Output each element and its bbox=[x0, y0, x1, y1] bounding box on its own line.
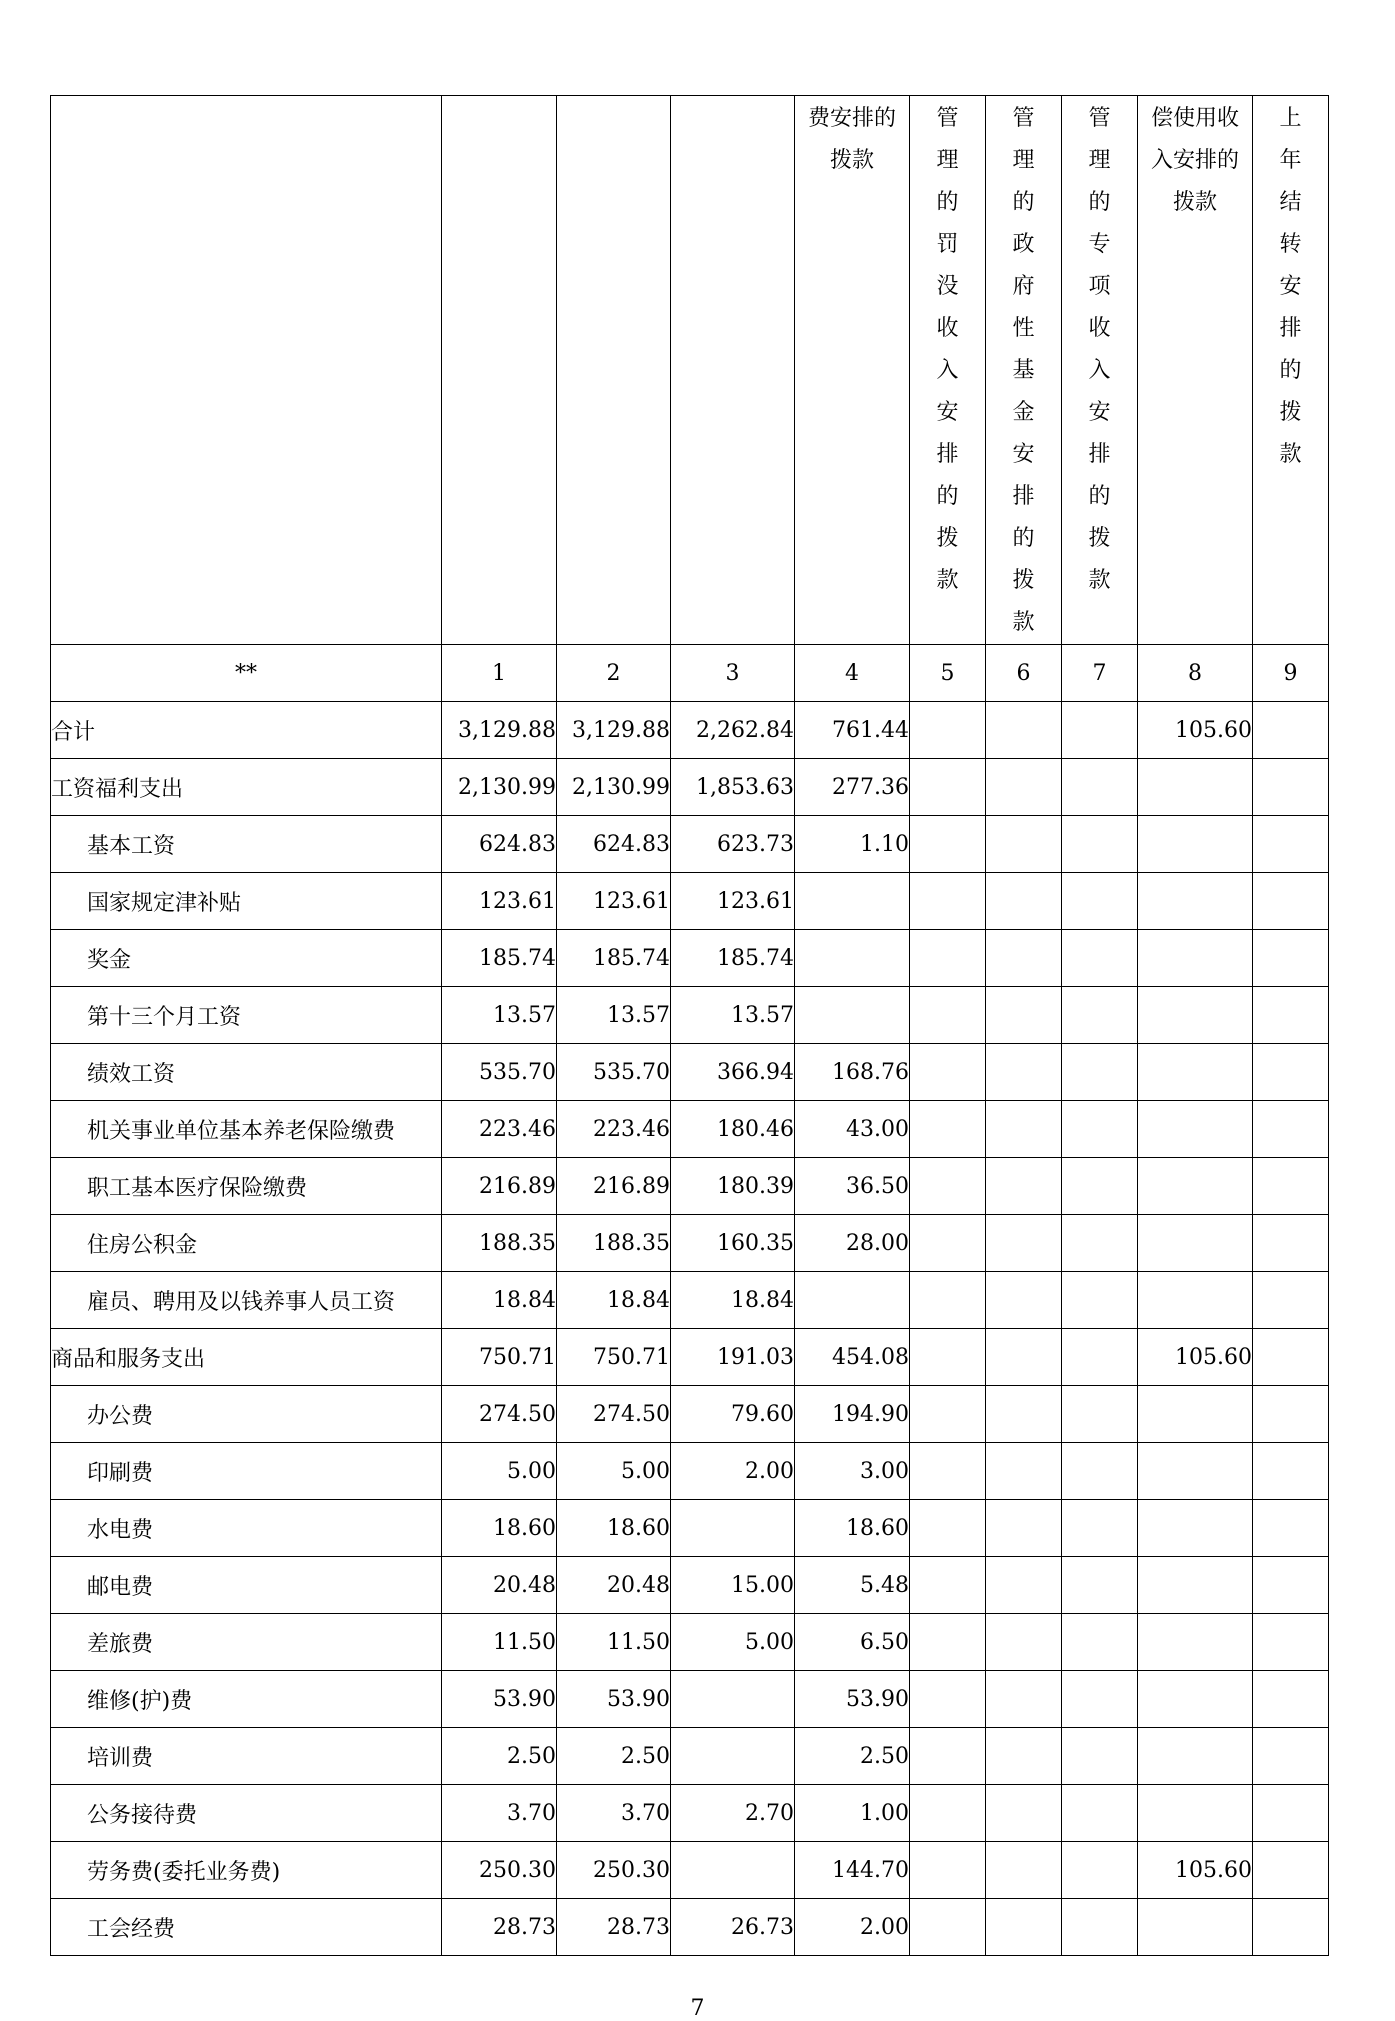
table-cell: 2.00 bbox=[671, 1443, 795, 1500]
column-index-row bbox=[51, 645, 1329, 702]
table-cell: 168.76 bbox=[795, 1044, 910, 1101]
table-cell: 2.70 bbox=[671, 1785, 795, 1842]
table-cell: 6.50 bbox=[795, 1614, 910, 1671]
page-number: 7 bbox=[690, 1996, 705, 2021]
table-cell bbox=[1253, 1785, 1329, 1842]
table-cell: 5.48 bbox=[795, 1557, 910, 1614]
table-cell bbox=[1062, 1728, 1138, 1785]
table-cell bbox=[1062, 1842, 1138, 1899]
table-cell: 18.60 bbox=[557, 1500, 671, 1557]
row-label: 水电费 bbox=[51, 1500, 442, 1557]
table-row bbox=[51, 759, 1329, 816]
table-cell: 185.74 bbox=[671, 930, 795, 987]
table-cell bbox=[1138, 816, 1253, 873]
table-row bbox=[51, 1614, 1329, 1671]
table-cell bbox=[910, 1272, 986, 1329]
header-cell bbox=[986, 96, 1062, 645]
table-cell bbox=[795, 1272, 910, 1329]
table-cell bbox=[1253, 1671, 1329, 1728]
table-cell: 750.71 bbox=[442, 1329, 557, 1386]
table-row bbox=[51, 1272, 1329, 1329]
index-cell: 6 bbox=[986, 645, 1062, 702]
table-cell bbox=[1138, 759, 1253, 816]
table-cell bbox=[986, 987, 1062, 1044]
table-cell: 624.83 bbox=[442, 816, 557, 873]
table-cell: 105.60 bbox=[1138, 702, 1253, 759]
table-cell bbox=[1138, 1158, 1253, 1215]
table-cell bbox=[986, 1272, 1062, 1329]
header-cell bbox=[795, 96, 910, 645]
table-cell: 3,129.88 bbox=[442, 702, 557, 759]
index-cell: 2 bbox=[557, 645, 671, 702]
table-cell bbox=[910, 1728, 986, 1785]
header-cell bbox=[671, 96, 795, 645]
table-cell bbox=[1138, 1386, 1253, 1443]
table-cell: 123.61 bbox=[557, 873, 671, 930]
row-label: 劳务费(委托业务费) bbox=[51, 1842, 442, 1899]
table-row bbox=[51, 816, 1329, 873]
table-cell: 1.00 bbox=[795, 1785, 910, 1842]
table-cell bbox=[910, 1044, 986, 1101]
table-cell bbox=[1138, 1671, 1253, 1728]
table-cell bbox=[1253, 1842, 1329, 1899]
table-cell: 454.08 bbox=[795, 1329, 910, 1386]
table-cell: 274.50 bbox=[557, 1386, 671, 1443]
table-cell: 28.73 bbox=[442, 1899, 557, 1956]
table-cell: 53.90 bbox=[795, 1671, 910, 1728]
table-cell: 5.00 bbox=[557, 1443, 671, 1500]
table-cell: 623.73 bbox=[671, 816, 795, 873]
table-cell bbox=[910, 1671, 986, 1728]
table-cell bbox=[910, 1329, 986, 1386]
index-cell: 9 bbox=[1253, 645, 1329, 702]
row-label: 机关事业单位基本养老保险缴费 bbox=[51, 1101, 442, 1158]
table-cell: 105.60 bbox=[1138, 1842, 1253, 1899]
table-cell bbox=[1138, 1557, 1253, 1614]
row-label: 国家规定津补贴 bbox=[51, 873, 442, 930]
table-cell bbox=[910, 759, 986, 816]
table-row bbox=[51, 1443, 1329, 1500]
table-cell bbox=[986, 1557, 1062, 1614]
table-row bbox=[51, 1500, 1329, 1557]
table-cell: 105.60 bbox=[1138, 1329, 1253, 1386]
table-cell bbox=[986, 1842, 1062, 1899]
table-cell: 2.50 bbox=[442, 1728, 557, 1785]
table-cell bbox=[910, 816, 986, 873]
table-cell: 36.50 bbox=[795, 1158, 910, 1215]
table-cell bbox=[1138, 873, 1253, 930]
table-cell bbox=[910, 1443, 986, 1500]
table-cell bbox=[1253, 1614, 1329, 1671]
table-cell bbox=[1253, 1101, 1329, 1158]
table-cell bbox=[1138, 1443, 1253, 1500]
row-label: 培训费 bbox=[51, 1728, 442, 1785]
table-cell bbox=[1253, 1044, 1329, 1101]
header-cell bbox=[557, 96, 671, 645]
table-cell bbox=[1062, 1785, 1138, 1842]
table-cell: 223.46 bbox=[557, 1101, 671, 1158]
table-cell: 188.35 bbox=[442, 1215, 557, 1272]
table-cell bbox=[1062, 1158, 1138, 1215]
table-cell bbox=[671, 1842, 795, 1899]
table-cell bbox=[1062, 1215, 1138, 1272]
table-cell bbox=[1062, 1614, 1138, 1671]
table-cell: 20.48 bbox=[557, 1557, 671, 1614]
table-cell: 535.70 bbox=[557, 1044, 671, 1101]
table-cell: 185.74 bbox=[442, 930, 557, 987]
table-row bbox=[51, 1728, 1329, 1785]
table-cell: 2.50 bbox=[557, 1728, 671, 1785]
table-cell bbox=[986, 1614, 1062, 1671]
header-col9-label: 上年结转安排的拨款 bbox=[1279, 106, 1302, 467]
table-cell bbox=[1138, 1101, 1253, 1158]
row-label: 住房公积金 bbox=[51, 1215, 442, 1272]
row-label: 商品和服务支出 bbox=[51, 1329, 442, 1386]
table-cell bbox=[910, 1842, 986, 1899]
header-cell bbox=[1138, 96, 1253, 645]
table-cell bbox=[1062, 873, 1138, 930]
table-cell: 1.10 bbox=[795, 816, 910, 873]
table-cell: 11.50 bbox=[442, 1614, 557, 1671]
table-cell: 3.00 bbox=[795, 1443, 910, 1500]
table-cell: 185.74 bbox=[557, 930, 671, 987]
header-cell bbox=[51, 96, 442, 645]
table-cell bbox=[1062, 759, 1138, 816]
table-cell: 250.30 bbox=[557, 1842, 671, 1899]
table-cell: 18.60 bbox=[442, 1500, 557, 1557]
table-cell: 3,129.88 bbox=[557, 702, 671, 759]
table-cell bbox=[986, 1728, 1062, 1785]
table-cell bbox=[1062, 1044, 1138, 1101]
index-cell: 4 bbox=[795, 645, 910, 702]
table-cell bbox=[910, 1101, 986, 1158]
table-cell: 28.73 bbox=[557, 1899, 671, 1956]
table-cell bbox=[795, 987, 910, 1044]
table-row bbox=[51, 1899, 1329, 1956]
row-label: 印刷费 bbox=[51, 1443, 442, 1500]
table-cell: 5.00 bbox=[671, 1614, 795, 1671]
table-cell bbox=[986, 1500, 1062, 1557]
table-row bbox=[51, 1044, 1329, 1101]
table-cell bbox=[1138, 1614, 1253, 1671]
table-cell bbox=[795, 930, 910, 987]
row-label: 维修(护)费 bbox=[51, 1671, 442, 1728]
header-cell bbox=[1062, 96, 1138, 645]
table-cell bbox=[1138, 1044, 1253, 1101]
table-cell bbox=[910, 702, 986, 759]
table-cell: 43.00 bbox=[795, 1101, 910, 1158]
table-cell bbox=[986, 1386, 1062, 1443]
table-cell bbox=[1253, 1386, 1329, 1443]
table-cell bbox=[1253, 1557, 1329, 1614]
row-label: 公务接待费 bbox=[51, 1785, 442, 1842]
row-label: 绩效工资 bbox=[51, 1044, 442, 1101]
index-cell: 3 bbox=[671, 645, 795, 702]
header-row bbox=[51, 96, 1329, 645]
table-cell bbox=[1253, 873, 1329, 930]
budget-table bbox=[50, 95, 1329, 1956]
table-cell bbox=[1253, 1899, 1329, 1956]
table-cell bbox=[910, 1158, 986, 1215]
table-cell: 761.44 bbox=[795, 702, 910, 759]
table-cell: 216.89 bbox=[442, 1158, 557, 1215]
index-cell: 8 bbox=[1138, 645, 1253, 702]
table-cell bbox=[1138, 1899, 1253, 1956]
table-row bbox=[51, 1215, 1329, 1272]
index-cell: 5 bbox=[910, 645, 986, 702]
row-label: 邮电费 bbox=[51, 1557, 442, 1614]
table-cell bbox=[1253, 930, 1329, 987]
table-cell bbox=[671, 1728, 795, 1785]
table-row bbox=[51, 1785, 1329, 1842]
table-cell bbox=[671, 1671, 795, 1728]
table-cell: 79.60 bbox=[671, 1386, 795, 1443]
table-cell bbox=[986, 1215, 1062, 1272]
table-cell bbox=[1253, 1500, 1329, 1557]
table-row bbox=[51, 702, 1329, 759]
table-row bbox=[51, 873, 1329, 930]
table-cell: 18.84 bbox=[557, 1272, 671, 1329]
table-cell: 53.90 bbox=[557, 1671, 671, 1728]
table-cell bbox=[986, 930, 1062, 987]
table-cell bbox=[1062, 987, 1138, 1044]
table-cell bbox=[986, 759, 1062, 816]
table-cell bbox=[1138, 1500, 1253, 1557]
table-body bbox=[51, 702, 1329, 1956]
table-cell bbox=[986, 702, 1062, 759]
table-cell bbox=[1062, 1101, 1138, 1158]
index-cell: ** bbox=[51, 645, 442, 702]
table-cell bbox=[1253, 1728, 1329, 1785]
table-cell: 1,853.63 bbox=[671, 759, 795, 816]
table-cell: 53.90 bbox=[442, 1671, 557, 1728]
table-cell: 2,130.99 bbox=[557, 759, 671, 816]
table-cell: 191.03 bbox=[671, 1329, 795, 1386]
table-cell bbox=[986, 1329, 1062, 1386]
table-row bbox=[51, 1557, 1329, 1614]
row-label: 办公费 bbox=[51, 1386, 442, 1443]
table-cell bbox=[1253, 759, 1329, 816]
table-cell bbox=[1253, 1158, 1329, 1215]
table-cell bbox=[1253, 702, 1329, 759]
table-cell bbox=[1138, 1272, 1253, 1329]
table-row bbox=[51, 1671, 1329, 1728]
table-row bbox=[51, 1842, 1329, 1899]
table-cell bbox=[986, 873, 1062, 930]
table-cell bbox=[1253, 1272, 1329, 1329]
table-cell bbox=[1253, 987, 1329, 1044]
table-cell: 123.61 bbox=[442, 873, 557, 930]
row-label: 基本工资 bbox=[51, 816, 442, 873]
table-cell: 3.70 bbox=[557, 1785, 671, 1842]
table-cell bbox=[986, 1785, 1062, 1842]
table-cell: 5.00 bbox=[442, 1443, 557, 1500]
row-label: 奖金 bbox=[51, 930, 442, 987]
table-cell bbox=[910, 987, 986, 1044]
table-cell bbox=[910, 1785, 986, 1842]
table-cell bbox=[1253, 1215, 1329, 1272]
table-cell: 2.00 bbox=[795, 1899, 910, 1956]
table-cell: 274.50 bbox=[442, 1386, 557, 1443]
table-cell bbox=[910, 1614, 986, 1671]
table-cell: 250.30 bbox=[442, 1842, 557, 1899]
table-cell: 11.50 bbox=[557, 1614, 671, 1671]
table-cell bbox=[910, 1215, 986, 1272]
table-row bbox=[51, 1386, 1329, 1443]
table-cell: 2,262.84 bbox=[671, 702, 795, 759]
table-cell bbox=[1062, 1443, 1138, 1500]
table-cell: 15.00 bbox=[671, 1557, 795, 1614]
table-cell bbox=[1062, 1386, 1138, 1443]
row-label: 工资福利支出 bbox=[51, 759, 442, 816]
table-cell: 3.70 bbox=[442, 1785, 557, 1842]
table-cell bbox=[1062, 816, 1138, 873]
header-col6-label: 管理的政府性基金安排的拨款 bbox=[1012, 106, 1035, 635]
table-cell bbox=[1138, 1215, 1253, 1272]
table-cell: 18.60 bbox=[795, 1500, 910, 1557]
table-cell bbox=[1138, 1785, 1253, 1842]
table-cell bbox=[1138, 930, 1253, 987]
table-cell bbox=[986, 1899, 1062, 1956]
table-cell: 188.35 bbox=[557, 1215, 671, 1272]
header-col8-label: 偿使用收入安排的拨款 bbox=[1150, 106, 1239, 215]
table-cell bbox=[910, 1500, 986, 1557]
table-row bbox=[51, 987, 1329, 1044]
row-label: 合计 bbox=[51, 702, 442, 759]
table-cell bbox=[1253, 1329, 1329, 1386]
header-cell bbox=[442, 96, 557, 645]
table-cell: 366.94 bbox=[671, 1044, 795, 1101]
table-row bbox=[51, 1329, 1329, 1386]
table-cell: 2.50 bbox=[795, 1728, 910, 1785]
header-col4-label: 费安排的拨款 bbox=[807, 106, 896, 173]
table-cell: 216.89 bbox=[557, 1158, 671, 1215]
table-cell bbox=[671, 1500, 795, 1557]
table-cell bbox=[1062, 1899, 1138, 1956]
table-row bbox=[51, 930, 1329, 987]
row-label: 雇员、聘用及以钱养事人员工资 bbox=[51, 1272, 442, 1329]
table-cell: 160.35 bbox=[671, 1215, 795, 1272]
table-cell bbox=[795, 873, 910, 930]
row-label: 工会经费 bbox=[51, 1899, 442, 1956]
table-cell bbox=[1062, 930, 1138, 987]
table-cell: 13.57 bbox=[557, 987, 671, 1044]
row-label: 第十三个月工资 bbox=[51, 987, 442, 1044]
table-cell bbox=[1062, 1272, 1138, 1329]
table-cell bbox=[1062, 702, 1138, 759]
header-col7-label: 管理的专项收入安排的拨款 bbox=[1088, 106, 1111, 593]
table-cell: 144.70 bbox=[795, 1842, 910, 1899]
table-cell bbox=[1253, 1443, 1329, 1500]
table-cell bbox=[1138, 1728, 1253, 1785]
table-cell bbox=[986, 1443, 1062, 1500]
table-cell: 20.48 bbox=[442, 1557, 557, 1614]
table-cell bbox=[1062, 1671, 1138, 1728]
table-cell bbox=[1253, 816, 1329, 873]
table-cell: 535.70 bbox=[442, 1044, 557, 1101]
table-cell: 2,130.99 bbox=[442, 759, 557, 816]
table-cell: 28.00 bbox=[795, 1215, 910, 1272]
table-cell: 26.73 bbox=[671, 1899, 795, 1956]
table-cell bbox=[910, 1386, 986, 1443]
table-cell: 123.61 bbox=[671, 873, 795, 930]
table-cell: 13.57 bbox=[442, 987, 557, 1044]
table-cell: 18.84 bbox=[671, 1272, 795, 1329]
table-cell bbox=[1138, 987, 1253, 1044]
table-cell: 180.46 bbox=[671, 1101, 795, 1158]
table-cell bbox=[986, 816, 1062, 873]
header-col5-label: 管理的罚没收入安排的拨款 bbox=[936, 106, 959, 593]
table-row bbox=[51, 1101, 1329, 1158]
row-label: 职工基本医疗保险缴费 bbox=[51, 1158, 442, 1215]
table-cell bbox=[1062, 1329, 1138, 1386]
table-cell bbox=[986, 1044, 1062, 1101]
table-cell: 223.46 bbox=[442, 1101, 557, 1158]
index-cell: 1 bbox=[442, 645, 557, 702]
row-label: 差旅费 bbox=[51, 1614, 442, 1671]
table-row bbox=[51, 1158, 1329, 1215]
table-cell: 277.36 bbox=[795, 759, 910, 816]
table-cell: 194.90 bbox=[795, 1386, 910, 1443]
table-cell bbox=[986, 1101, 1062, 1158]
table-cell bbox=[986, 1158, 1062, 1215]
index-cell: 7 bbox=[1062, 645, 1138, 702]
table-cell: 13.57 bbox=[671, 987, 795, 1044]
table-cell: 750.71 bbox=[557, 1329, 671, 1386]
table-cell bbox=[910, 873, 986, 930]
table-cell: 18.84 bbox=[442, 1272, 557, 1329]
header-cell bbox=[910, 96, 986, 645]
table-cell bbox=[1062, 1500, 1138, 1557]
table-cell bbox=[910, 930, 986, 987]
table-cell bbox=[1062, 1557, 1138, 1614]
table-cell bbox=[910, 1557, 986, 1614]
header-cell bbox=[1253, 96, 1329, 645]
table-cell: 180.39 bbox=[671, 1158, 795, 1215]
table-cell: 624.83 bbox=[557, 816, 671, 873]
table-cell bbox=[986, 1671, 1062, 1728]
table-cell bbox=[910, 1899, 986, 1956]
